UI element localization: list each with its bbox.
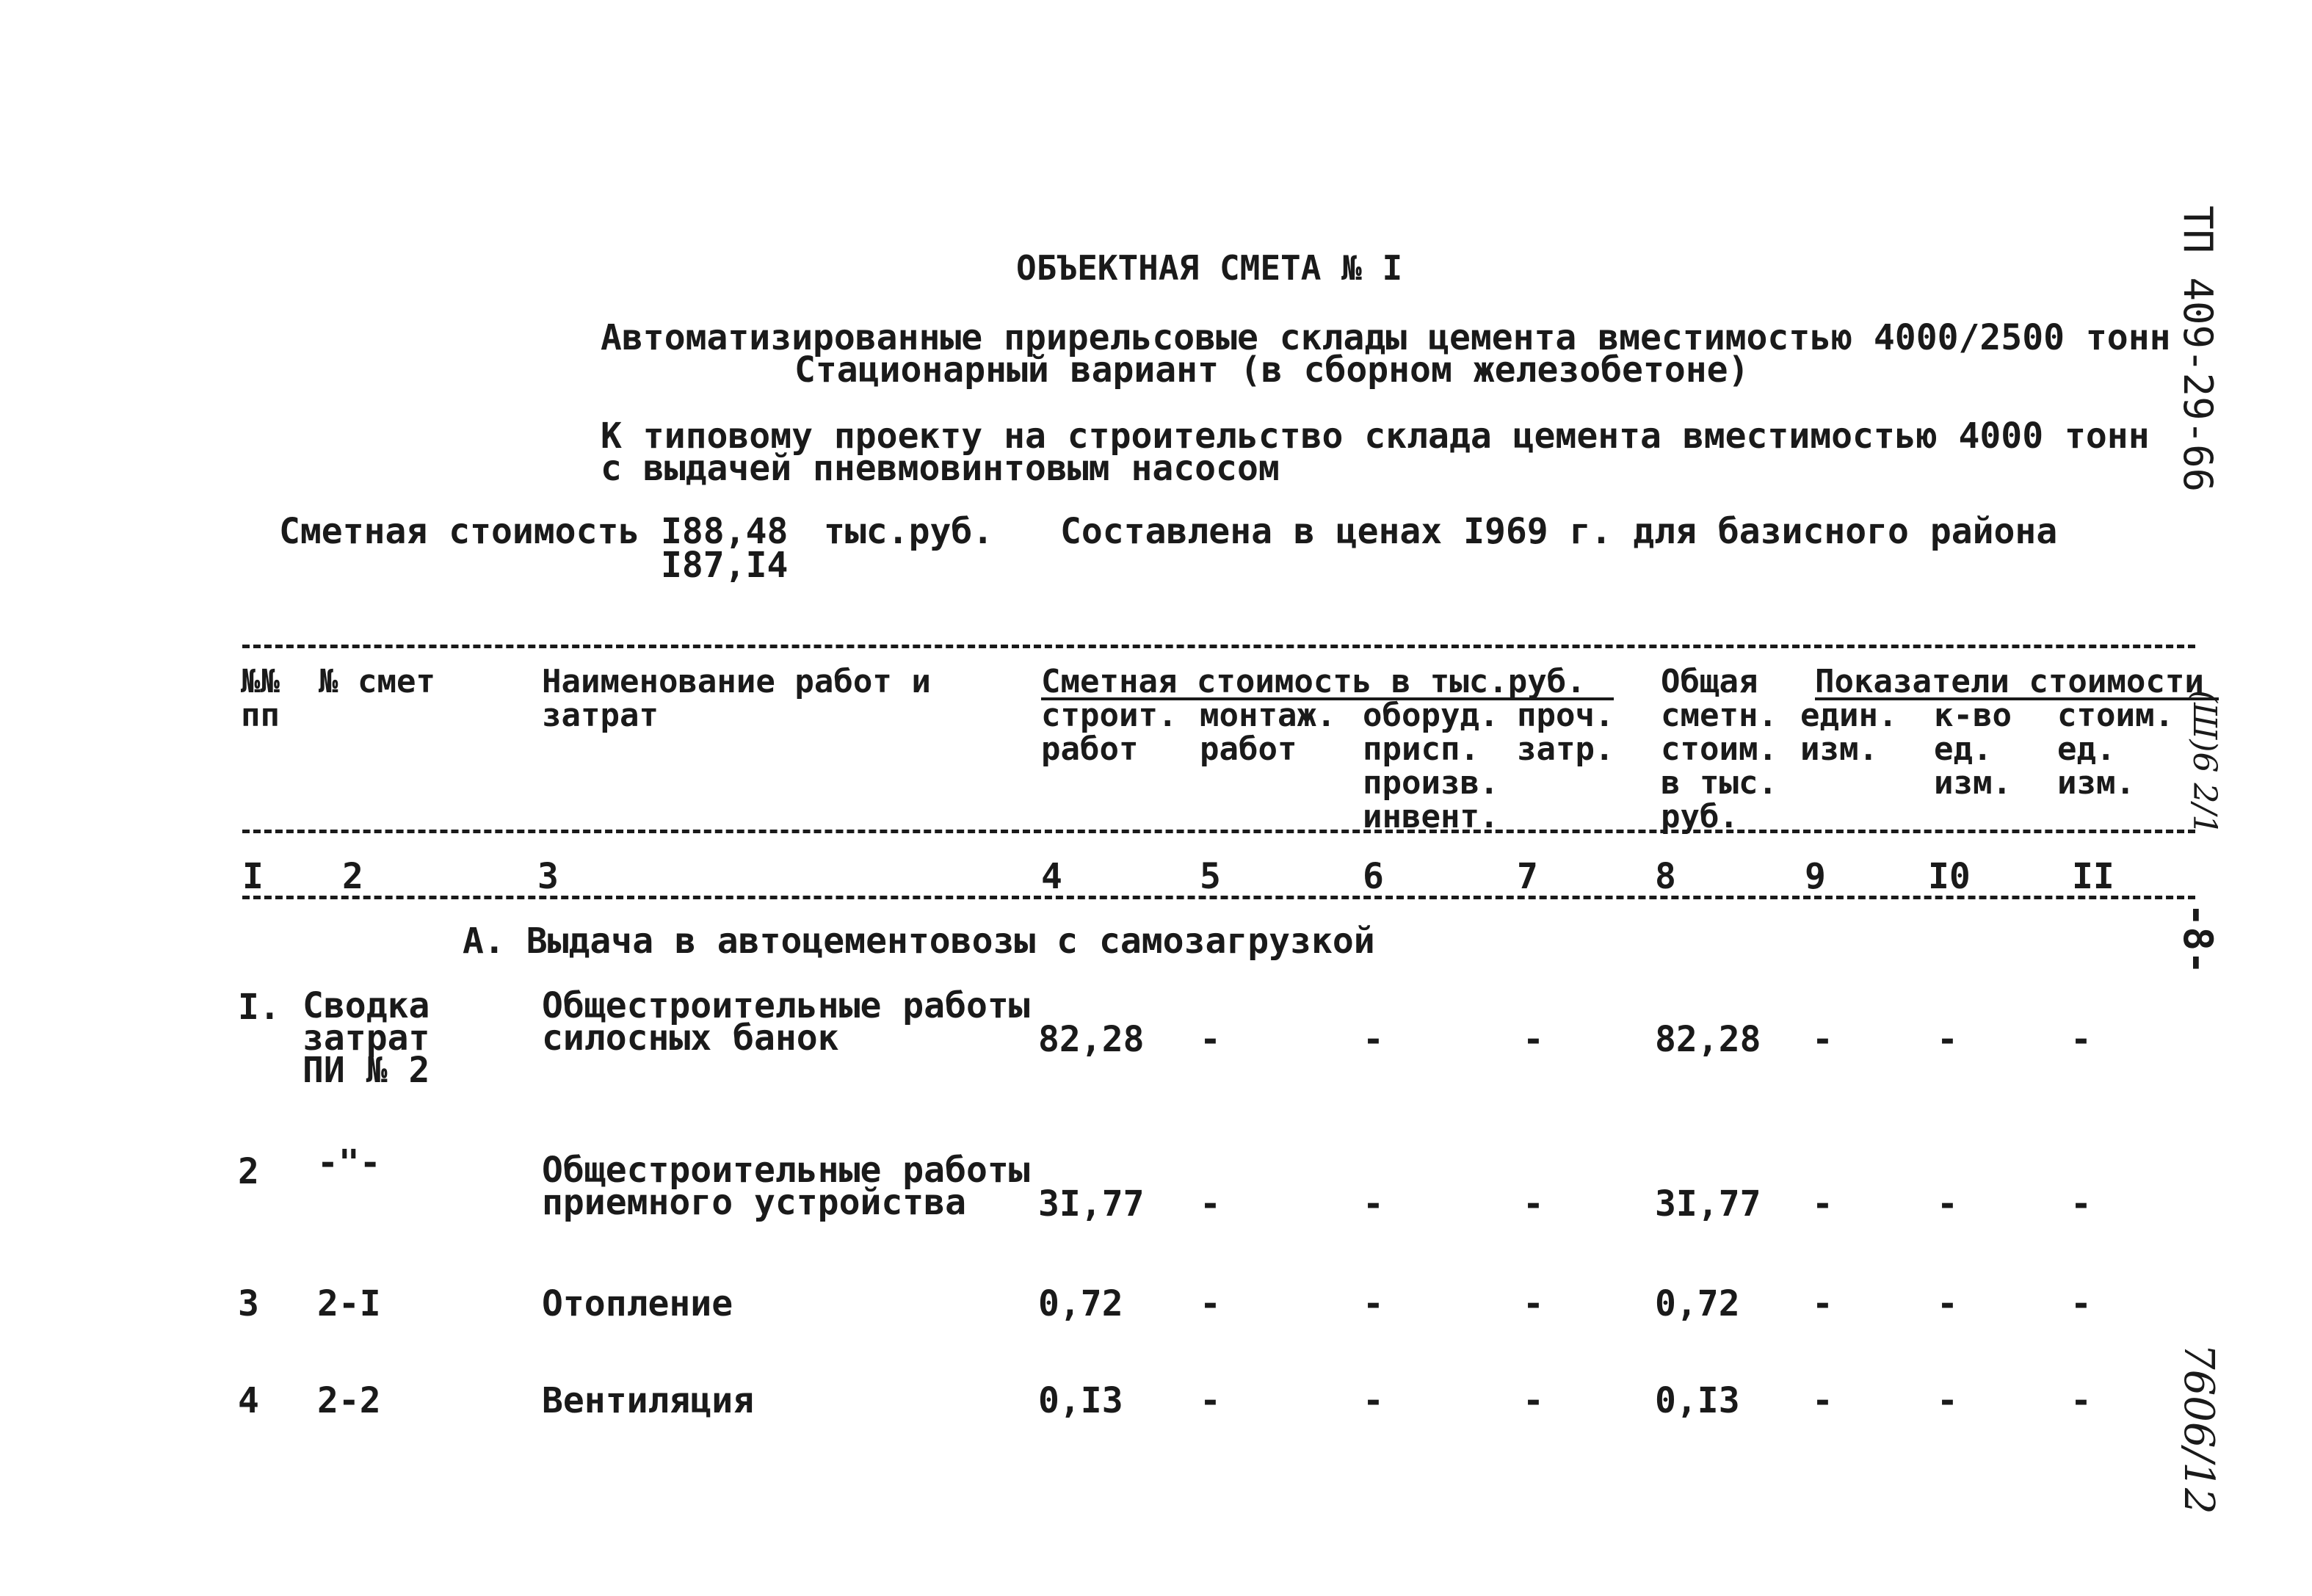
row-cell-unit-cost: - — [2070, 1380, 2092, 1421]
colnum-11: II — [2072, 856, 2114, 897]
row-cell-equipment: - — [1363, 1283, 1384, 1324]
row-num: 3 — [238, 1283, 259, 1324]
row-cell-equipment: - — [1363, 1183, 1384, 1225]
header-group-indicators: Показатели стоимости — [1815, 663, 2204, 700]
header-col-6: оборуд. присп. произв. инвент. — [1363, 697, 1499, 835]
project-line-2: с выдачей пневмовинтовым насосом — [601, 448, 1280, 489]
row-cell-total: 82,28 — [1655, 1019, 1761, 1060]
row-cell-equipment: - — [1363, 1380, 1384, 1421]
row-cell-unit-cost: - — [2070, 1283, 2092, 1324]
album-ref-note: (Ш)6 2/1 — [2186, 690, 2223, 835]
subtitle-line-2: Стационарный вариант (в сборном железобетоне) — [794, 349, 1750, 391]
row-cell-total: 3I,77 — [1655, 1183, 1761, 1225]
row-cell-construction: 3I,77 — [1038, 1183, 1145, 1225]
colnum-3: 3 — [537, 856, 559, 897]
row-num: 4 — [238, 1380, 259, 1421]
row-smet: Сводка затрат ПИ № 2 — [302, 985, 430, 1091]
row-num: 2 — [238, 1151, 259, 1192]
header-col-10: к-во ед. изм. — [1934, 697, 2012, 802]
row-cell-installation: - — [1200, 1380, 1221, 1421]
header-col-7: проч. затр. — [1517, 697, 1615, 768]
row-name: Отопление — [542, 1283, 733, 1324]
row-cell-other: - — [1523, 1019, 1544, 1060]
colnum-2: 2 — [342, 856, 363, 897]
row-cell-construction: 82,28 — [1038, 1019, 1145, 1060]
cost-unit: тыс.руб. — [824, 511, 994, 552]
row-name: Общестроительные работы силосных банок — [542, 985, 1030, 1059]
colnum-4: 4 — [1041, 856, 1062, 897]
row-cell-total: 0,I3 — [1655, 1380, 1740, 1421]
row-cell-unit: - — [1812, 1283, 1833, 1324]
subtitle-line-1: Автоматизированные прирельсовые склады цемента вместимостью 4000/2500 тонн — [601, 317, 2171, 358]
cost-value-1: I88,48 — [661, 511, 789, 552]
row-cell-construction: 0,72 — [1038, 1283, 1123, 1324]
cost-value-2: I87,I4 — [661, 545, 789, 586]
header-col-5: монтаж. работ — [1200, 697, 1336, 768]
cost-label: Сметная стоимость — [279, 511, 640, 552]
project-code-note: ТП 409-29-66 — [2175, 206, 2221, 493]
page-number: -8- — [2175, 903, 2221, 975]
header-col-8: Общая сметн. стоим. в тыс. руб. — [1661, 663, 1778, 835]
colnum-rule — [242, 896, 2195, 899]
document-title: ОБЪЕКТНАЯ СМЕТА № I — [1016, 248, 1403, 288]
row-cell-installation: - — [1200, 1019, 1221, 1060]
row-smet: 2-I — [317, 1283, 381, 1324]
row-cell-unit: - — [1812, 1183, 1833, 1225]
row-cell-unit-cost: - — [2070, 1183, 2092, 1225]
section-title: А. Выдача в автоцементовозы с самозагрузкой — [463, 921, 1375, 962]
colnum-9: 9 — [1805, 856, 1826, 897]
header-col-4: строит. работ — [1041, 697, 1178, 768]
row-smet: -"- — [317, 1142, 381, 1183]
colnum-6: 6 — [1363, 856, 1384, 897]
row-cell-qty: - — [1937, 1380, 1958, 1421]
header-bottom-rule — [242, 830, 2195, 833]
header-col-11: стоим. ед. изм. — [2057, 697, 2174, 802]
project-line-1: К типовому проекту на строительство склада цемента вместимостью 4000 тонн — [601, 416, 2150, 457]
colnum-7: 7 — [1517, 856, 1538, 897]
header-smet: № смет — [319, 663, 435, 700]
compiled-note: Составлена в ценах I969 г. для базисного района — [1060, 511, 2058, 552]
row-cell-total: 0,72 — [1655, 1283, 1740, 1324]
row-cell-qty: - — [1937, 1019, 1958, 1060]
row-cell-other: - — [1523, 1183, 1544, 1225]
header-num: №№ пп — [241, 663, 280, 734]
row-cell-installation: - — [1200, 1283, 1221, 1324]
colnum-8: 8 — [1655, 856, 1676, 897]
row-cell-unit: - — [1812, 1380, 1833, 1421]
colnum-10: I0 — [1928, 856, 1971, 897]
row-smet: 2-2 — [317, 1380, 381, 1421]
row-name: Вентиляция — [542, 1380, 754, 1421]
sheet-ref-note: 7606/12 — [2175, 1343, 2222, 1515]
row-cell-other: - — [1523, 1380, 1544, 1421]
table-top-rule — [242, 645, 2195, 648]
row-cell-unit: - — [1812, 1019, 1833, 1060]
header-col-9: един. изм. — [1800, 697, 1898, 768]
row-cell-other: - — [1523, 1283, 1544, 1324]
header-name: Наименование работ и затрат — [542, 663, 931, 734]
row-cell-installation: - — [1200, 1183, 1221, 1225]
row-cell-construction: 0,I3 — [1038, 1380, 1123, 1421]
row-cell-unit-cost: - — [2070, 1019, 2092, 1060]
colnum-5: 5 — [1200, 856, 1221, 897]
row-name: Общестроительные работы приемного устройства — [542, 1150, 1030, 1223]
row-cell-qty: - — [1937, 1183, 1958, 1225]
row-cell-qty: - — [1937, 1283, 1958, 1324]
row-cell-equipment: - — [1363, 1019, 1384, 1060]
row-num: I. — [238, 987, 280, 1028]
header-group-cost: Сметная стоимость в тыс.руб. — [1041, 663, 1586, 700]
colnum-1: I — [242, 856, 264, 897]
